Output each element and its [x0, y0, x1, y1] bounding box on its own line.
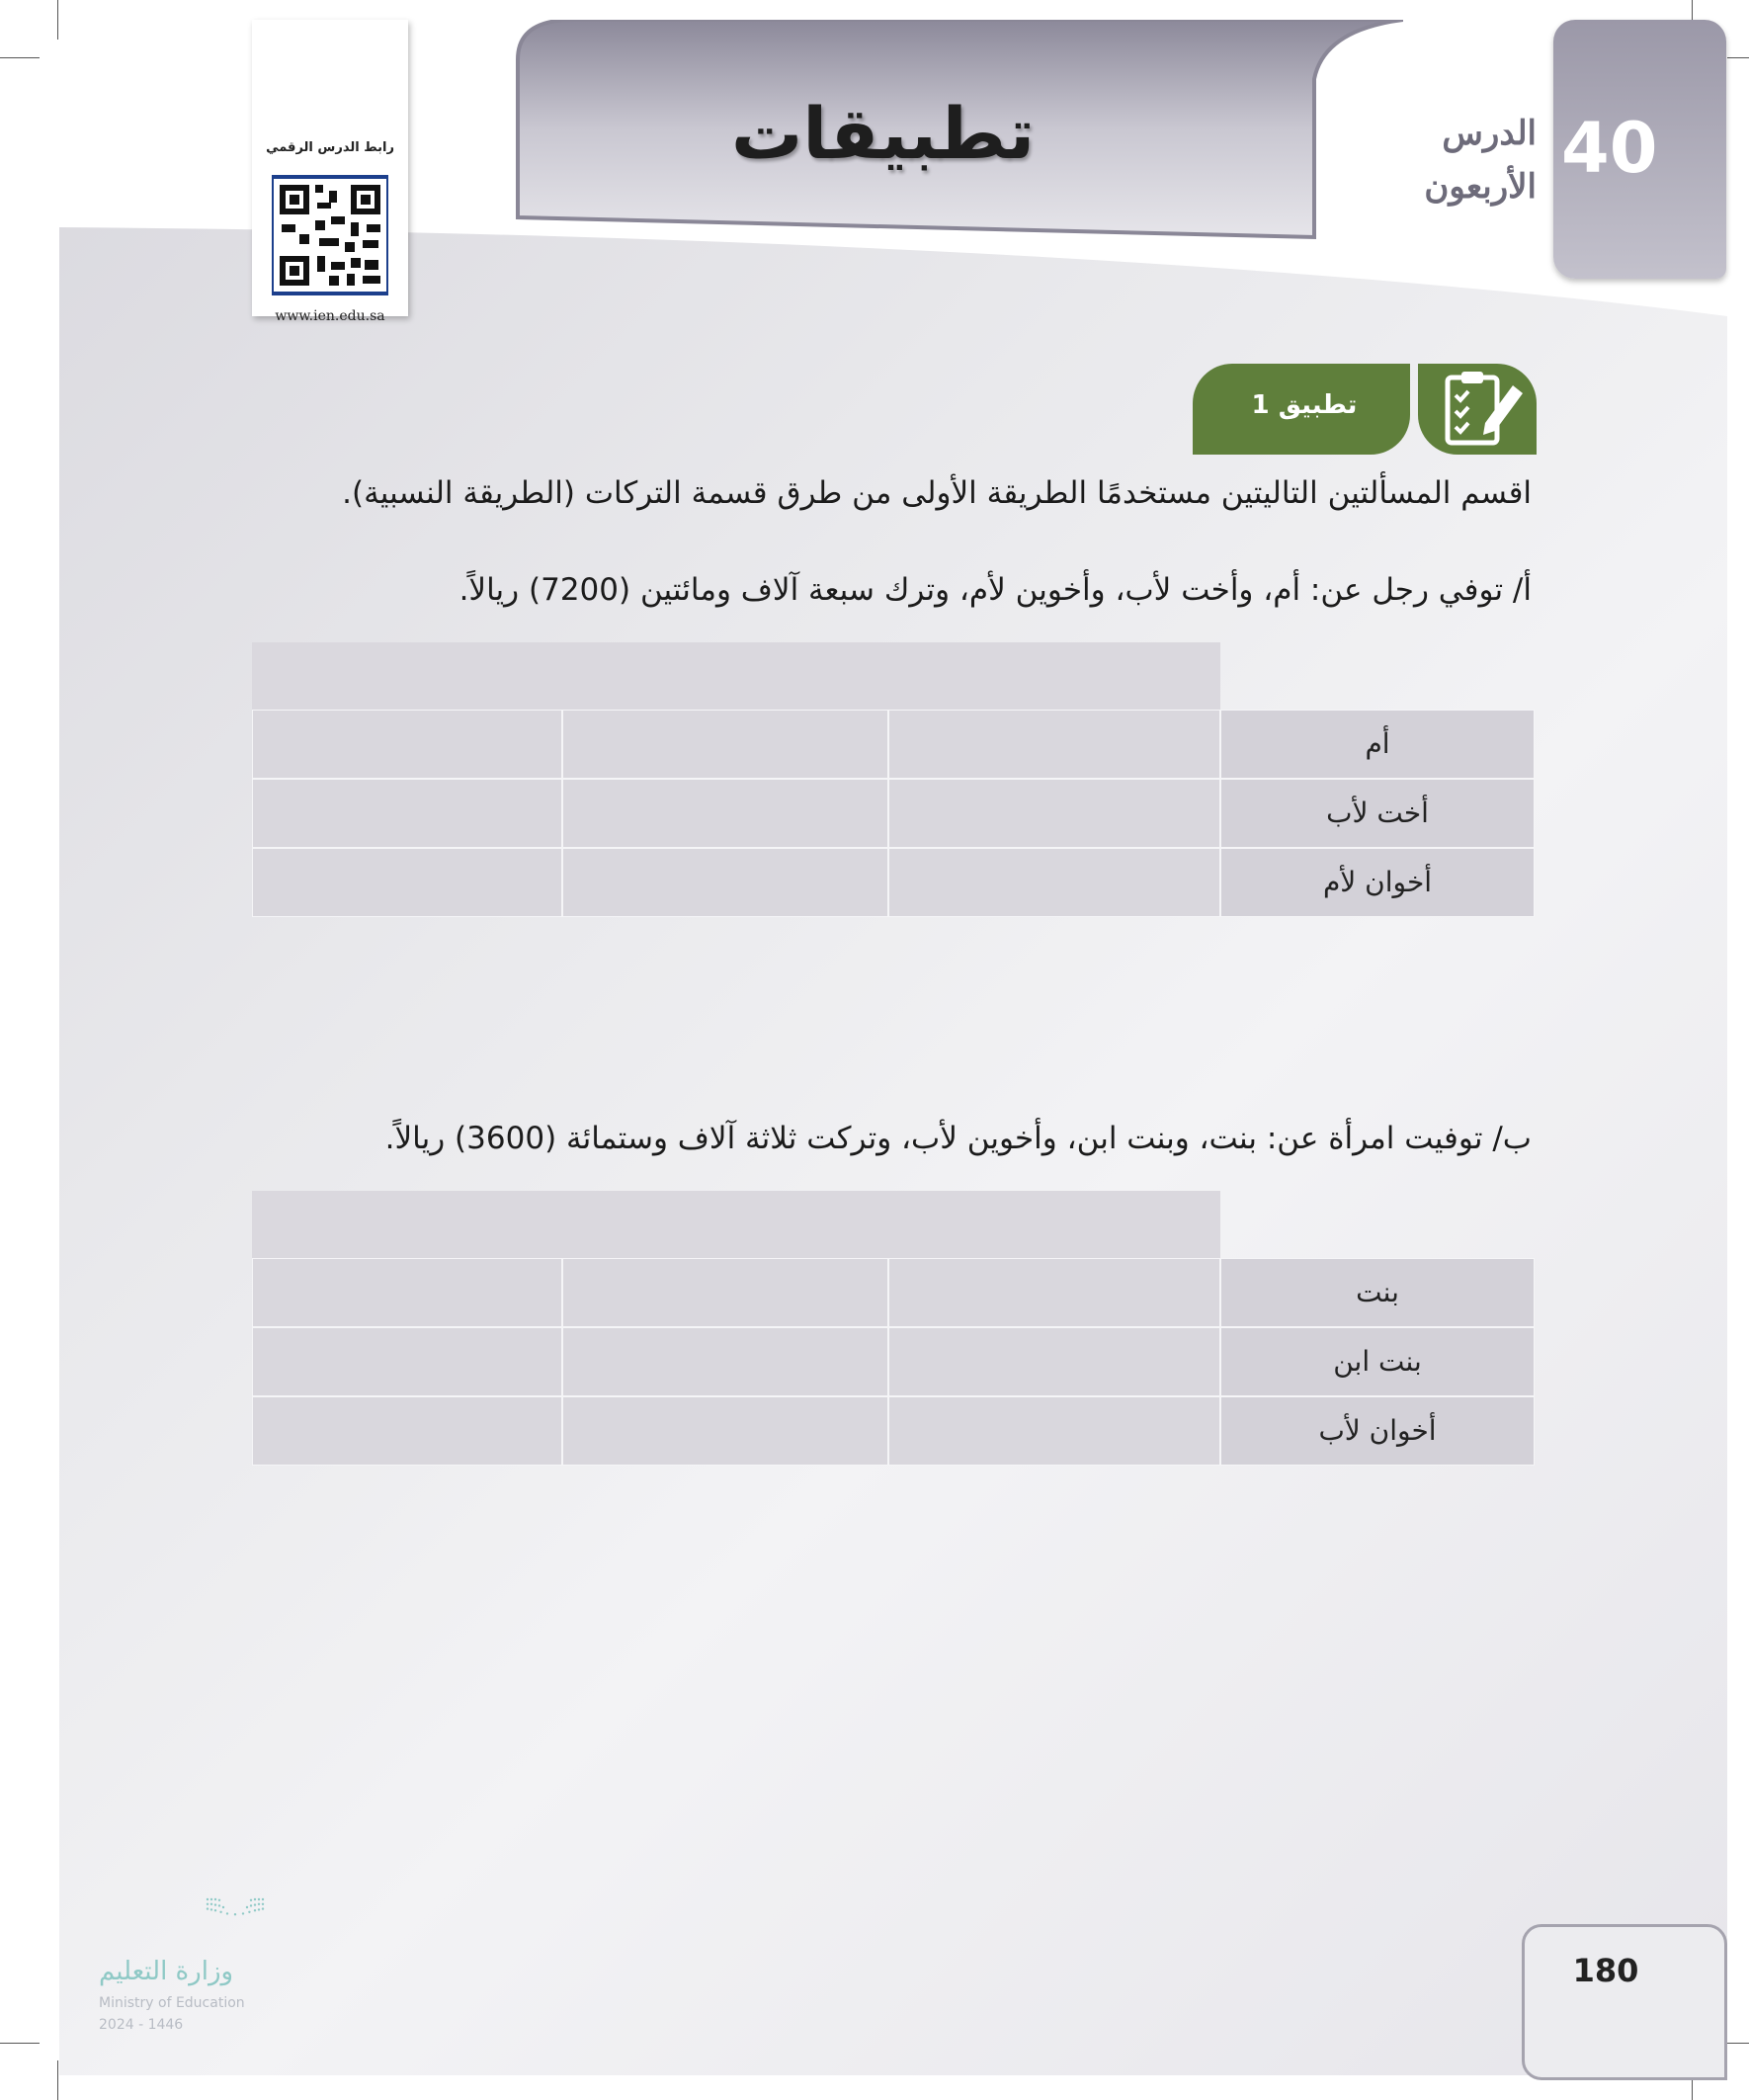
ministry-name-en: Ministry of Education [99, 1995, 245, 2011]
clipboard-box [1418, 364, 1537, 455]
ministry-year: 2024 - 1446 [99, 2017, 184, 2033]
table-cell[interactable] [252, 710, 562, 779]
table-cell[interactable] [562, 710, 888, 779]
table-row-label: أخوان لأم [1220, 848, 1535, 917]
page-number-box [1522, 1924, 1727, 2080]
table-cell[interactable] [888, 1327, 1220, 1396]
table-cell[interactable] [888, 710, 1220, 779]
table-cell[interactable] [252, 1396, 562, 1466]
table-row-label: أخوان لأب [1220, 1396, 1535, 1466]
ministry-logo-icon [168, 1895, 326, 1955]
table-cell[interactable] [562, 1327, 888, 1396]
page-background [59, 20, 1727, 2075]
table-cell[interactable] [562, 779, 888, 848]
table-row-label: بنت [1220, 1258, 1535, 1327]
table-cell[interactable] [252, 1258, 562, 1327]
table-a-header [252, 642, 1220, 710]
table-cell[interactable] [888, 848, 1220, 917]
table-cell[interactable] [888, 779, 1220, 848]
page-number: 180 [1572, 1952, 1639, 1989]
problem-b-text: ب/ توفيت امرأة عن: بنت، وبنت ابن، وأخوين لأب، وتركت ثلاثة آلاف وستمائة (3600) ريالاً. [384, 1121, 1532, 1156]
table-row-label: أم [1220, 710, 1535, 779]
table-cell[interactable] [252, 848, 562, 917]
ministry-name-ar: وزارة التعليم [99, 1957, 234, 1986]
lesson-label [1369, 107, 1537, 213]
page-title: تطبيقات [731, 92, 1036, 175]
table-cell[interactable] [562, 1396, 888, 1466]
table-cell[interactable] [888, 1258, 1220, 1327]
qr-label: رابط الدرس الرقمي [266, 140, 394, 155]
application-badge-label: تطبيق 1 [1251, 390, 1358, 420]
crop-mark [57, 0, 58, 40]
crop-mark [57, 2060, 58, 2100]
table-row-label: بنت ابن [1220, 1327, 1535, 1396]
lesson-label-line2: الأربعون [1424, 167, 1537, 207]
qr-code-icon[interactable] [272, 166, 388, 304]
crop-mark [0, 57, 40, 58]
table-cell[interactable] [888, 1396, 1220, 1466]
qr-card[interactable] [252, 20, 408, 324]
qr-url[interactable]: www.ien.edu.sa [275, 308, 385, 324]
problem-a-text: أ/ توفي رجل عن: أم، وأخت لأب، وأخوين لأم، وترك سبعة آلاف ومائتين (7200) ريالاً. [458, 572, 1532, 608]
table-row-label: أخت لأب [1220, 779, 1535, 848]
lesson-number: 40 [1561, 108, 1658, 189]
lesson-label-line1: الدرس [1442, 114, 1537, 153]
table-b-header [252, 1191, 1220, 1258]
instruction-text: اقسم المسألتين التاليتين مستخدمًا الطريقة الأولى من طرق قسمة التركات (الطريقة النسبية). [342, 475, 1532, 511]
table-cell[interactable] [252, 779, 562, 848]
table-cell[interactable] [252, 1327, 562, 1396]
crop-mark [0, 2043, 40, 2044]
table-cell[interactable] [562, 1258, 888, 1327]
table-cell[interactable] [562, 848, 888, 917]
clipboard-check-icon [1418, 364, 1537, 455]
